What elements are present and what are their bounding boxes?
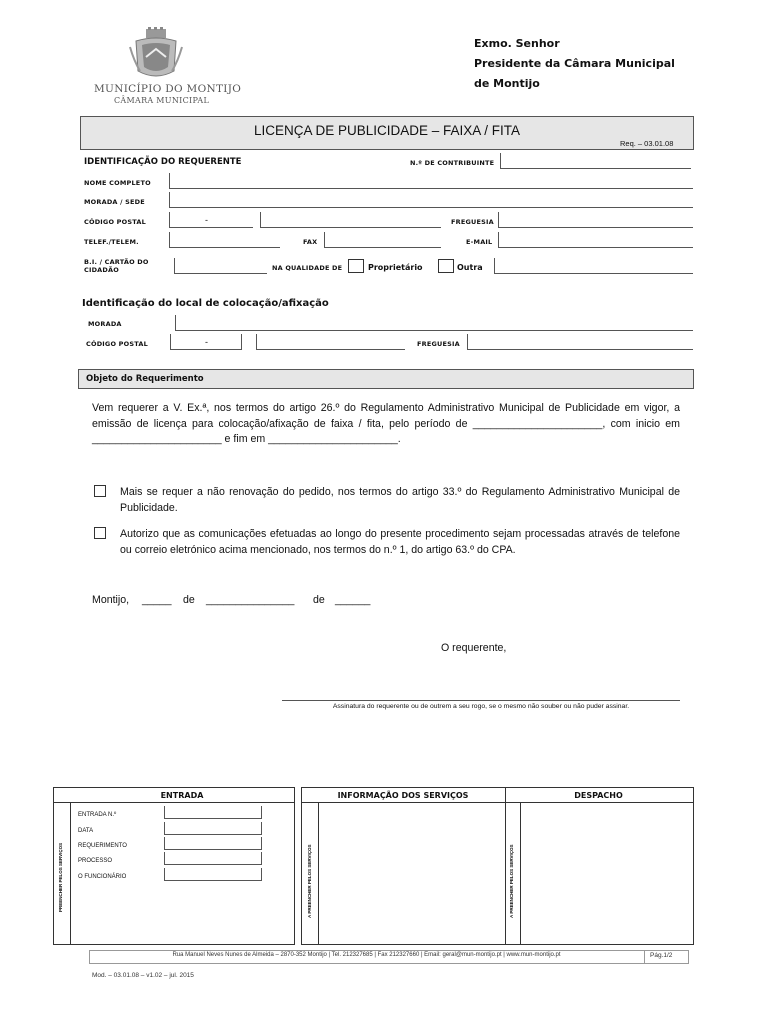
location-postal-label: CÓDIGO POSTAL: [86, 340, 148, 348]
form-title: LICENÇA DE PUBLICIDADE – FAIXA / FITA: [253, 123, 521, 138]
postal-dash: -: [205, 215, 208, 225]
entrada-field-label-4: O FUNCIONÁRIO: [78, 874, 127, 880]
signature-note: Assinatura do requerente ou de outrem a seu rogo, se o mesmo não souber ou não puder assinar.: [332, 703, 630, 710]
id-label: B.I. / CARTÃO DO CIDADÃO: [84, 258, 149, 274]
postal-input-2[interactable]: [260, 212, 441, 228]
footer-page-divider: [644, 950, 645, 963]
despacho-header: DESPACHO: [574, 791, 623, 800]
fax-input[interactable]: [324, 232, 441, 248]
applicant-section-title: IDENTIFICAÇÃO DO REQUERENTE: [84, 157, 242, 167]
location-postal-dash: -: [205, 337, 208, 347]
info-despacho-divider: [505, 787, 506, 944]
municipality-name: MUNICÍPIO DO MONTIJO: [94, 83, 242, 95]
footer-mod: Mod. – 03.01.08 – v1.02 – jul. 2015: [92, 972, 194, 979]
non-renewal-checkbox[interactable]: [94, 485, 106, 497]
other-input[interactable]: [494, 258, 693, 274]
signature-line[interactable]: [282, 700, 680, 701]
entrada-field-label-3: PROCESSO: [78, 858, 113, 864]
place-label: Montijo,: [92, 594, 130, 606]
parish-input[interactable]: [498, 212, 693, 228]
entrada-field-label-2: REQUERIMENTO: [78, 843, 127, 849]
despacho-side-line: [520, 802, 521, 944]
entrada-field-label-0: ENTRADA N.º: [78, 812, 117, 818]
municipality-logo: [128, 27, 184, 82]
info-header-line: [301, 802, 693, 803]
month-blank[interactable]: _______________: [206, 594, 295, 606]
object-paragraph: Vem requerer a V. Ex.ª, nos termos do artigo 26.º do Regulamento Administrativo Municipal de Publicidade em vigor, a emissão de licença para colocação/afixação de faixa / fita, pelo período de ______________________, com inicio em ______________________ e fim em ______________________.: [92, 402, 680, 446]
email-label: E-MAIL: [466, 238, 493, 246]
info-side-line: [318, 802, 319, 944]
requerente-label: O requerente,: [441, 642, 507, 654]
communications-text: Autorizo que as comunicações efetuadas ao longo do presente procedimento sejam processadas através de telefone ou correio eletrónico acima mencionado, nos termos do n.º 1, do artigo 63.º do CPA.: [120, 528, 680, 556]
communications-checkbox[interactable]: [94, 527, 106, 539]
postal-label: CÓDIGO POSTAL: [84, 218, 146, 226]
despacho-side-label: A PREENCHER PELOS SERVIÇOS: [509, 844, 514, 918]
entrada-field-label-1: DATA: [78, 828, 94, 834]
form-ref: Req. – 03.01.08: [620, 139, 674, 148]
addressee-line-3: de Montijo: [474, 77, 540, 90]
entrada-field-input-4[interactable]: [164, 868, 262, 881]
quality-label: NA QUALIDADE DE: [272, 264, 343, 272]
location-parish-label: FREGUESIA: [417, 340, 460, 348]
entrada-side-label: PREENCHER PELOS SERVIÇOS: [58, 842, 63, 912]
owner-label: Proprietário: [368, 263, 423, 272]
day-blank[interactable]: _____: [142, 594, 172, 606]
address-label: MORADA / SEDE: [84, 198, 145, 206]
year-blank[interactable]: ______: [335, 594, 371, 606]
de-label-1: de: [183, 594, 195, 606]
entrada-field-input-2[interactable]: [164, 837, 262, 850]
location-section-title: Identificação do local de colocação/afixação: [82, 298, 329, 309]
location-postal-input-2[interactable]: [256, 334, 405, 350]
other-checkbox[interactable]: [438, 259, 454, 273]
de-label-2: de: [313, 594, 325, 606]
non-renewal-text: Mais se requer a não renovação do pedido, nos termos do artigo 33.º do Regulamento Administrativo Municipal de Publicidade.: [120, 486, 680, 514]
chamber-name: CÂMARA MUNICIPAL: [114, 96, 210, 105]
entrada-field-input-0[interactable]: [164, 806, 262, 819]
nif-label: N.º DE CONTRIBUINTE: [410, 159, 495, 167]
entrada-header: ENTRADA: [160, 791, 204, 800]
object-section-title: Objeto do Requerimento: [86, 374, 204, 384]
addressee-line-1: Exmo. Senhor: [474, 37, 560, 50]
nif-input[interactable]: [500, 153, 691, 169]
other-label: Outra: [457, 263, 483, 272]
postal-input-1[interactable]: [169, 212, 253, 228]
info-side-label: A PREENCHER PELOS SERVIÇOS: [307, 844, 312, 918]
email-input[interactable]: [498, 232, 693, 248]
phone-input[interactable]: [169, 232, 280, 248]
owner-checkbox[interactable]: [348, 259, 364, 273]
name-label: NOME COMPLETO: [84, 179, 151, 187]
entrada-field-input-3[interactable]: [164, 852, 262, 865]
footer-address: Rua Manuel Neves Nunes de Almeida – 2870-352 Montijo | Tel. 212327685 | Fax 212327660 | Email: geral@mun-montijo.pt | www.mun-montijo.pt: [172, 952, 561, 958]
entrada-side-line: [70, 802, 71, 944]
phone-label: TELEF./TELEM.: [84, 238, 139, 246]
entrada-header-line: [53, 802, 294, 803]
address-input[interactable]: [169, 192, 693, 208]
parish-label: FREGUESIA: [451, 218, 494, 226]
location-parish-input[interactable]: [467, 334, 693, 350]
fax-label: FAX: [303, 238, 318, 246]
name-input[interactable]: [169, 173, 693, 189]
info-despacho-box: [301, 787, 694, 945]
location-address-label: MORADA: [88, 320, 122, 328]
entrada-field-input-1[interactable]: [164, 822, 262, 835]
addressee-line-2: Presidente da Câmara Municipal: [474, 57, 675, 70]
info-header: INFORMAÇÃO DOS SERVIÇOS: [337, 791, 469, 800]
id-input[interactable]: [174, 258, 267, 274]
footer-page: Pág.1/2: [650, 952, 673, 959]
location-address-input[interactable]: [175, 315, 693, 331]
